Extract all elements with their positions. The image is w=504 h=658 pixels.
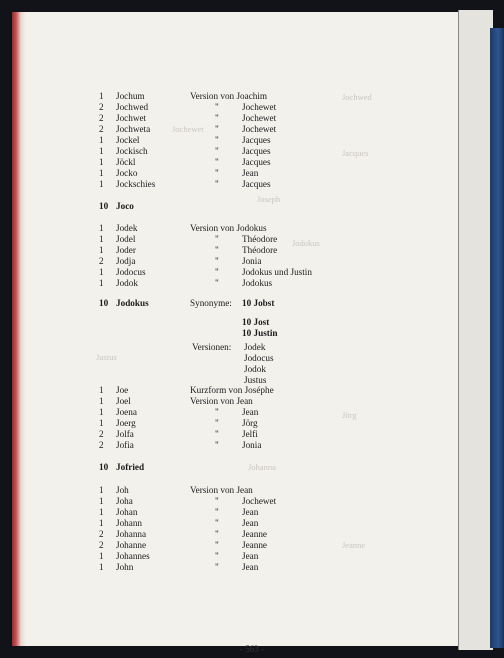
ditto-mark: " xyxy=(215,256,219,266)
book-cover-edge xyxy=(490,28,504,648)
entry-number: 1 xyxy=(99,562,104,572)
ditto-mark: " xyxy=(215,278,219,288)
entry-number: 2 xyxy=(99,113,104,123)
book-page xyxy=(12,12,458,654)
entry-description: Version von Jodokus xyxy=(190,223,267,233)
entry-number: 1 xyxy=(99,407,104,417)
entry-name: Joena xyxy=(116,407,137,417)
ditto-mark: " xyxy=(215,562,219,572)
entry-value: Jacques xyxy=(242,179,271,189)
ditto-mark: " xyxy=(215,407,219,417)
entry-name: Jochwed xyxy=(116,102,149,112)
ditto-mark: " xyxy=(215,135,219,145)
entry-value: Jeanne xyxy=(242,540,267,550)
entry-number: 1 xyxy=(99,91,104,101)
entry-name: Jolfa xyxy=(116,429,134,439)
ditto-mark: " xyxy=(215,179,219,189)
entry-name: Jochwet xyxy=(116,113,147,123)
entry-value: Jonia xyxy=(242,256,262,266)
entry-value: Jean xyxy=(242,507,259,517)
version-value: Justus xyxy=(244,375,267,385)
entry-number: 10 xyxy=(99,462,109,472)
entry-name: Jofried xyxy=(116,462,145,472)
entry-name: Johan xyxy=(116,507,138,517)
ditto-mark: " xyxy=(215,157,219,167)
entry-value: Jean xyxy=(242,562,259,572)
entry-number: 1 xyxy=(99,396,104,406)
entry-name: Joel xyxy=(116,396,131,406)
synonym-value: 10 Justin xyxy=(242,328,278,338)
entry-number: 1 xyxy=(99,518,104,528)
ditto-mark: " xyxy=(215,418,219,428)
entry-value: Théodore xyxy=(242,234,278,244)
entry-name: Johanne xyxy=(116,540,147,550)
entry-name: Jodek xyxy=(116,223,138,233)
entry-name: Joha xyxy=(116,496,133,506)
entry-name: Jockisch xyxy=(116,146,148,156)
entry-number: 10 xyxy=(99,298,109,308)
bleed-through-text: Joseph xyxy=(257,194,281,204)
bleed-through-text: Jochwed xyxy=(342,92,372,102)
entry-number: 2 xyxy=(99,529,104,539)
ditto-mark: " xyxy=(215,551,219,561)
ditto-mark: " xyxy=(215,507,219,517)
entry-value: Jochewet xyxy=(242,496,277,506)
entry-value: Jörg xyxy=(242,418,258,428)
entry-name: Jockel xyxy=(116,135,140,145)
entry-name: John xyxy=(116,562,134,572)
bleed-through-text: Jochewet xyxy=(172,124,204,134)
entry-name: Jochum xyxy=(116,91,145,101)
entry-number: 1 xyxy=(99,385,104,395)
entry-value: Jean xyxy=(242,168,259,178)
synonym-value: 10 Jost xyxy=(242,317,270,327)
page-number: - 563 - xyxy=(240,644,264,654)
entry-number: 2 xyxy=(99,124,104,134)
entry-value: Jacques xyxy=(242,135,271,145)
ditto-mark: " xyxy=(215,496,219,506)
ditto-mark: " xyxy=(215,529,219,539)
ditto-mark: " xyxy=(215,429,219,439)
entry-number: 1 xyxy=(99,157,104,167)
ditto-mark: " xyxy=(215,113,219,123)
entry-number: 1 xyxy=(99,267,104,277)
ditto-mark: " xyxy=(215,168,219,178)
version-value: Jodocus xyxy=(244,353,274,363)
entry-name: Joco xyxy=(116,201,134,211)
entry-number: 2 xyxy=(99,429,104,439)
entry-description: Version von Jean xyxy=(190,396,253,406)
bleed-through-text: Justus xyxy=(96,352,117,362)
entry-number: 1 xyxy=(99,507,104,517)
entry-name: Jofia xyxy=(116,440,134,450)
entry-name: Johanna xyxy=(116,529,147,539)
entry-name: Johannes xyxy=(116,551,150,561)
entry-value: Jonia xyxy=(242,440,262,450)
bleed-through-text: Jeanne xyxy=(342,540,366,550)
entry-number: 1 xyxy=(99,223,104,233)
entry-number: 2 xyxy=(99,540,104,550)
entry-name: Johann xyxy=(116,518,143,528)
entry-value: Jodokus xyxy=(242,278,273,288)
entry-name: Joder xyxy=(116,245,136,255)
entry-value: Jochewet xyxy=(242,124,277,134)
ditto-mark: " xyxy=(215,440,219,450)
ditto-mark: " xyxy=(215,146,219,156)
entry-name: Joerg xyxy=(116,418,136,428)
ditto-mark: " xyxy=(215,245,219,255)
versions-label: Versionen: xyxy=(192,342,232,352)
entry-description: Version von Joachim xyxy=(190,91,268,101)
entry-number: 2 xyxy=(99,102,104,112)
entry-value: Jean xyxy=(242,518,259,528)
entry-value: Jochewet xyxy=(242,113,277,123)
entry-description: Kurzform von Joséphe xyxy=(190,385,274,395)
entry-name: Jochweta xyxy=(116,124,151,134)
entry-name: Jocko xyxy=(116,168,138,178)
version-value: Jodok xyxy=(244,364,266,374)
ditto-mark: " xyxy=(215,540,219,550)
ditto-mark: " xyxy=(215,234,219,244)
entry-name: Jodocus xyxy=(116,267,146,277)
entry-value: Jean xyxy=(242,551,259,561)
entry-number: 1 xyxy=(99,496,104,506)
entry-number: 1 xyxy=(99,485,104,495)
entry-value: Théodore xyxy=(242,245,278,255)
entry-value: Jochewet xyxy=(242,102,277,112)
entry-name: Jodja xyxy=(116,256,136,266)
entry-name: Joh xyxy=(116,485,129,495)
ditto-mark: " xyxy=(215,267,219,277)
entry-name: Joe xyxy=(116,385,129,395)
ditto-mark: " xyxy=(215,102,219,112)
entry-number: 10 xyxy=(99,201,109,211)
entry-name: Jodel xyxy=(116,234,136,244)
entry-number: 1 xyxy=(99,418,104,428)
book-gutter xyxy=(12,12,26,646)
entry-number: 1 xyxy=(99,146,104,156)
entry-name: Jockschies xyxy=(116,179,156,189)
ditto-mark: " xyxy=(215,124,219,134)
entry-number: 2 xyxy=(99,440,104,450)
entry-description: Synonyme: xyxy=(190,298,232,308)
page-edges xyxy=(458,10,493,650)
bleed-through-text: Jodokus xyxy=(292,238,320,248)
entry-number: 1 xyxy=(99,245,104,255)
entry-value: Jelfi xyxy=(242,429,258,439)
entry-number: 2 xyxy=(99,256,104,266)
entry-name: Jöckl xyxy=(116,157,136,167)
bleed-through-text: Jacques xyxy=(342,148,369,158)
entry-value: Jodokus und Justin xyxy=(242,267,312,277)
entry-number: 1 xyxy=(99,135,104,145)
entry-name: Jodok xyxy=(116,278,138,288)
bleed-through-text: Johanna xyxy=(248,462,276,472)
entry-description: Version von Jean xyxy=(190,485,253,495)
entry-value: Jeanne xyxy=(242,529,267,539)
version-value: Jodek xyxy=(244,342,266,352)
entry-value: Jacques xyxy=(242,157,271,167)
entry-value: 10 Jobst xyxy=(242,298,275,308)
entry-number: 1 xyxy=(99,278,104,288)
entry-number: 1 xyxy=(99,551,104,561)
entry-number: 1 xyxy=(99,234,104,244)
ditto-mark: " xyxy=(215,518,219,528)
entry-number: 1 xyxy=(99,168,104,178)
entry-name: Jodokus xyxy=(116,298,149,308)
entry-number: 1 xyxy=(99,179,104,189)
entry-value: Jacques xyxy=(242,146,271,156)
entry-value: Jean xyxy=(242,407,259,417)
bleed-through-text: Jörg xyxy=(342,410,357,420)
